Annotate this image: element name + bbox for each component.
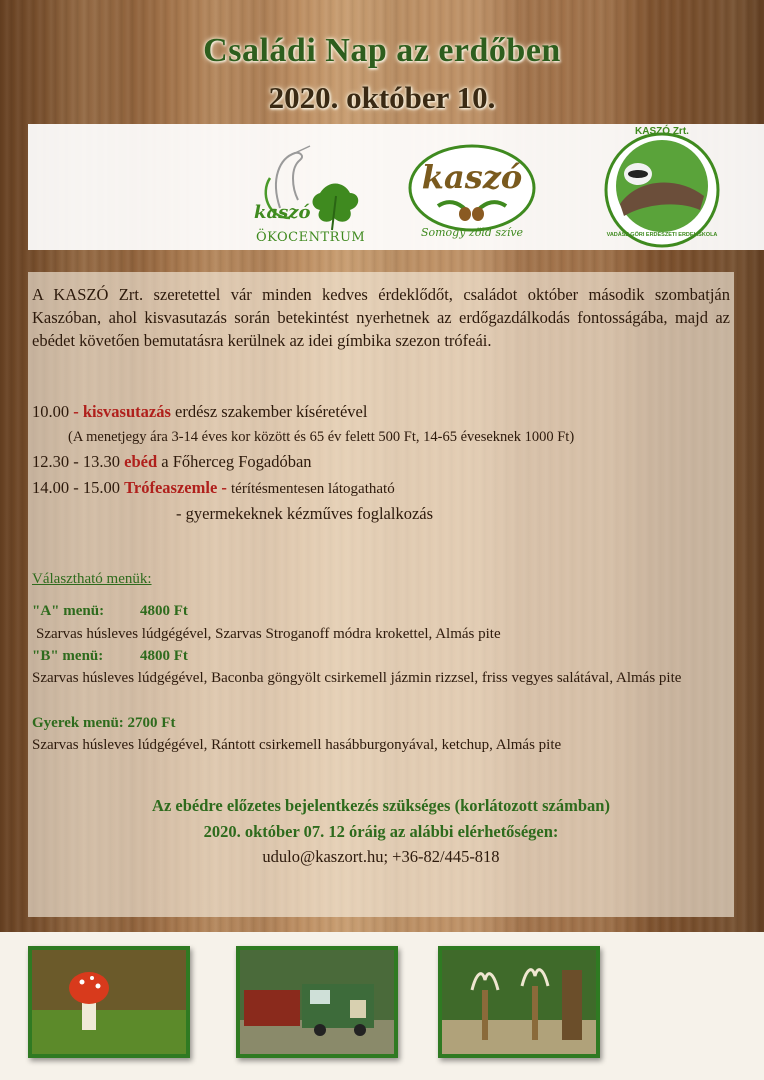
- schedule-item-3: [32, 476, 732, 501]
- schedule-separator: -: [69, 402, 83, 421]
- trophy-photo: [438, 946, 600, 1058]
- logo-band: [28, 124, 764, 250]
- okocentrum-caption: ÖKOCENTRUM: [256, 230, 366, 245]
- menu-a-price: 4800 Ft: [140, 603, 188, 619]
- kaszo-brand: kaszó: [421, 158, 523, 196]
- menu-kid-label: Gyerek menü: 2700 Ft: [32, 715, 176, 731]
- schedule-event: Trófeaszemle -: [124, 478, 232, 497]
- kaszo-tagline: Somogy zöld szíve: [420, 226, 524, 239]
- contact-info: udulo@kaszort.hu; +36-82/445-818: [262, 847, 500, 866]
- schedule-item-4: - gyermekeknek kézműves foglalkozás: [176, 504, 434, 523]
- event-date: 2020. október 10.: [268, 80, 496, 115]
- schedule-detail: térítésmentesen látogatható: [231, 481, 395, 497]
- menu-kid-description: Szarvas húsleves lúdgégével, Rántott csirkemell hasábburgonyával, ketchup, Almás pite: [32, 737, 562, 753]
- antler-trophy-icon: [442, 950, 596, 1054]
- photo-band: [0, 932, 764, 1080]
- ticket-note: (A menetjegy ára 3-14 éves kor között és 65 év felett 500 Ft, 14-65 éveseknek 1000 Ft): [68, 429, 575, 445]
- kaszo-logo: [408, 144, 536, 244]
- train-photo: [236, 946, 398, 1058]
- menu-a-description: Szarvas húsleves lúdgégével, Szarvas Stroganoff módra krokettel, Almás pite: [36, 626, 501, 642]
- schedule-event: kisvasutazás: [82, 402, 171, 421]
- schedule-event: ebéd: [124, 452, 158, 471]
- page-title: Családi Nap az erdőben: [203, 32, 561, 69]
- train-icon: [240, 950, 394, 1054]
- mushroom-icon: [32, 950, 186, 1054]
- okocentrum-brand: kaszó: [254, 202, 311, 223]
- menu-b-price: 4800 Ft: [140, 648, 188, 664]
- menu-a-label: "A" menü:: [32, 603, 105, 619]
- intro-paragraph: A KASZÓ Zrt. szeretettel vár minden kedves érdeklődőt, családot október második szombatján Kaszóban, ahol kisvasutazás során betekintést nyerhetnek az erdőgazdálkodás fontosságába, majd az ebédet követően bemutatásra kerülnek az idei gímbika szezon trófeái.: [32, 285, 730, 350]
- schedule-time: 10.00: [32, 402, 70, 421]
- forest-school-logo: [588, 126, 736, 248]
- school-top-text: KASZÓ Zrt.: [635, 126, 689, 137]
- schedule-detail: erdész szakember kíséretével: [170, 402, 368, 421]
- schedule-detail: a Főherceg Fogadóban: [157, 452, 312, 471]
- school-ring-text: VADÁSZ GÖRI ERDÉSZETI ERDEI ISKOLA: [606, 232, 718, 238]
- menu-b-description: Szarvas húsleves lúdgégével, Baconba göngyölt csirkemell jázmin rizzsel, friss vegyes salátával, Almás pite: [32, 670, 682, 686]
- reservation-note: Az ebédre előzetes bejelentkezés szükséges (korlátozott számban): [152, 796, 610, 815]
- reservation-deadline: 2020. október 07. 12 óráig az alábbi elérhetőségen:: [203, 822, 559, 841]
- schedule-item-1: [32, 400, 732, 423]
- ferret-icon: [588, 126, 736, 248]
- menus-heading: Választható menük:: [32, 571, 152, 587]
- mushroom-photo: [28, 946, 190, 1058]
- schedule-item-2: [32, 450, 732, 473]
- menu-b-label: "B" menü:: [32, 648, 104, 664]
- schedule-time: 12.30 - 13.30: [32, 452, 120, 471]
- okocentrum-logo: [250, 138, 376, 248]
- schedule-time: 14.00 - 15.00: [32, 478, 120, 497]
